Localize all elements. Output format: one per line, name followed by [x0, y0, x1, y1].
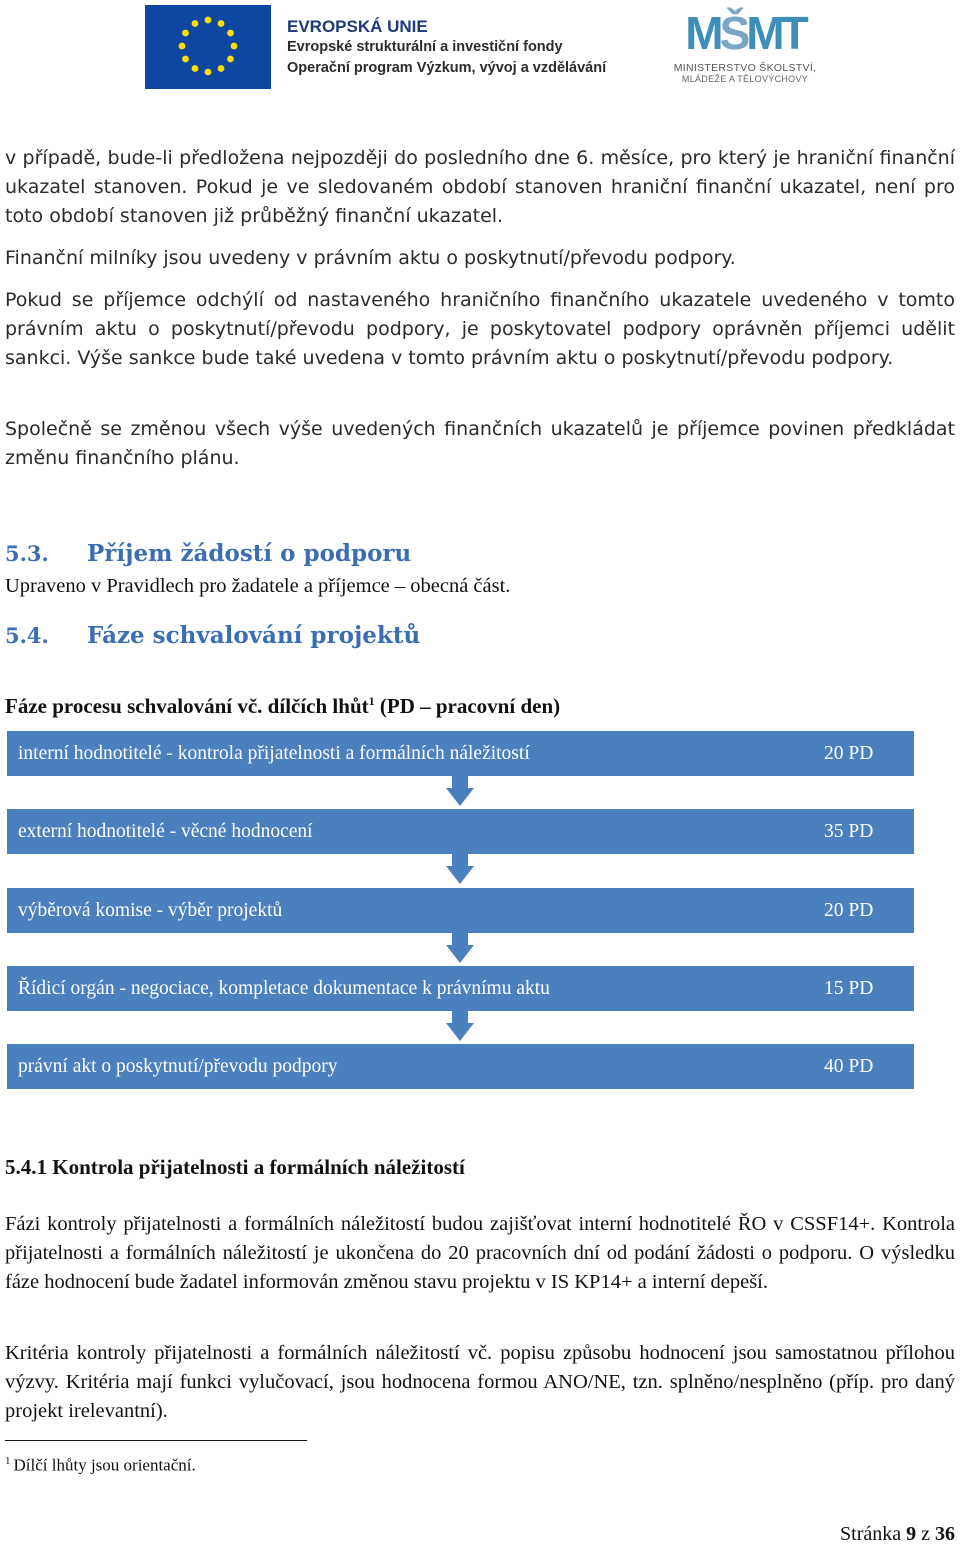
paragraph-3: Pokud se příjemce odchýlí od nastaveného hraničního finančního ukazatele uvedeného v tomto právním aktu o poskytnutí/převodu podpory, je poskytovatel podpory oprávněn příjemci udělit sankci. Výše sankce bude také uvedena v tomto právním aktu o poskytnutí/převodu podpory. [5, 289, 955, 369]
section-541-paragraph-1: Fázi kontroly přijatelnosti a formálních náležitostí budou zajišťovat interní hodnotitelé ŘO v CSSF14+. Kontrola přijatelnosti a formálních náležitostí je ukončena do 20 pracovních dní od podání žádosti o podporu. O výsledku fáze hodnocení bude žadatel informován změnou stavu projektu v IS KP14+ a interní depeší. [5, 1213, 955, 1293]
section-53-title: Příjem žádostí o podporu [87, 540, 412, 567]
flow-step-2 [7, 809, 914, 854]
flow-step-duration: 15 PD [824, 977, 874, 999]
process-title [5, 694, 560, 719]
process-title-main: Fáze procesu schvalování vč. dílčích lhůt [5, 694, 369, 718]
paragraph-block-2 [5, 244, 955, 273]
section-53-text: Upraveno v Pravidlech pro žadatele a příjemce – obecná část. [5, 575, 511, 597]
msmt-mark-icon: MŠMT [685, 7, 805, 59]
eu-logo-line1: EVROPSKÁ UNIE [287, 16, 428, 36]
flow-step-label: Řídicí orgán - negociace, kompletace dokumentace k právnímu aktu [18, 977, 550, 999]
section-541-body-1 [5, 1210, 955, 1297]
arrow-down-icon [446, 776, 474, 806]
process-title-note: (PD – pracovní den) [374, 694, 561, 718]
footnote-text: Dílčí lhůty jsou orientační. [13, 1455, 196, 1475]
section-54-title: Fáze schvalování projektů [87, 622, 421, 649]
flow-step-1 [7, 731, 914, 776]
flow-step-label: právní akt o poskytnutí/převodu podpory [18, 1055, 338, 1077]
eu-logo-line2: Evropské strukturální a investiční fondy [287, 38, 563, 55]
page-separator: z [916, 1523, 935, 1545]
flow-step-5 [7, 1044, 914, 1089]
flow-step-label: výběrová komise - výběr projektů [18, 899, 283, 921]
section-53-heading [5, 540, 411, 567]
flow-step-3 [7, 888, 914, 933]
msmt-logo [655, 4, 835, 90]
arrow-down-icon [446, 854, 474, 884]
section-53-number: 5.3. [5, 541, 49, 566]
section-54-heading [5, 622, 420, 649]
arrow-down-icon [446, 1011, 474, 1041]
section-541-body-2 [5, 1339, 955, 1426]
flow-step-label: interní hodnotitelé - kontrola přijatelnosti a formálních náležitostí [18, 742, 530, 764]
msmt-logo-line1: MINISTERSTVO ŠKOLSTVÍ, [673, 62, 817, 74]
eu-logo-line3: Operační program Výzkum, vývoj a vzdělávání [287, 59, 607, 76]
footnote-number: 1 [5, 1455, 11, 1467]
paragraph-block-3 [5, 286, 955, 373]
footnote-divider [5, 1440, 307, 1441]
paragraph-block-1 [5, 144, 955, 231]
paragraph-2: Finanční milníky jsou uvedeny v právním aktu o poskytnutí/převodu podpory. [5, 247, 736, 269]
msmt-logo-line2: MLÁDEŽE A TĚLOVÝCHOVY [681, 74, 809, 84]
page-current: 9 [906, 1523, 917, 1545]
flow-step-duration: 40 PD [824, 1055, 874, 1077]
section-54-number: 5.4. [5, 623, 49, 648]
page-number [840, 1523, 955, 1546]
flow-step-duration: 35 PD [824, 820, 874, 842]
flow-step-duration: 20 PD [824, 899, 874, 921]
footnote [5, 1455, 196, 1476]
page-total: 36 [935, 1523, 955, 1545]
paragraph-block-4 [5, 415, 955, 473]
flow-step-duration: 20 PD [824, 742, 874, 764]
eu-logo [145, 4, 625, 90]
eu-flag-icon [145, 5, 271, 89]
section-541-heading: 5.4.1 Kontrola přijatelnosti a formálních náležitostí [5, 1155, 465, 1179]
section-53-body [5, 572, 955, 601]
paragraph-1: v případě, bude-li předložena nejpozději do posledního dne 6. měsíce, pro který je hraniční finanční ukazatel stanoven. Pokud je ve sledovaném období stanoven hraniční finanční ukazatel, není pro toto období stanoven již průběžný finanční ukazatel. [5, 147, 955, 227]
eu-logo-text [287, 16, 606, 79]
footnote-ref: 1 [368, 694, 375, 708]
paragraph-4: Společně se změnou všech výše uvedených finančních ukazatelů je příjemce povinen předkládat změnu finančního plánu. [5, 418, 955, 469]
section-541-paragraph-2: Kritéria kontroly přijatelnosti a formálních náležitostí vč. popisu způsobu hodnocení jsou samostatnou přílohou výzvy. Kritéria mají funkci vylučovací, jsou hodnocena formou ANO/NE, tzn. splněno/nesplněno (příp. pro daný projekt irelevantní). [5, 1342, 955, 1422]
page-prefix: Stránka [840, 1523, 907, 1545]
flow-step-label: externí hodnotitelé - věcné hodnocení [18, 820, 313, 842]
arrow-down-icon [446, 933, 474, 963]
flow-step-4 [7, 966, 914, 1011]
